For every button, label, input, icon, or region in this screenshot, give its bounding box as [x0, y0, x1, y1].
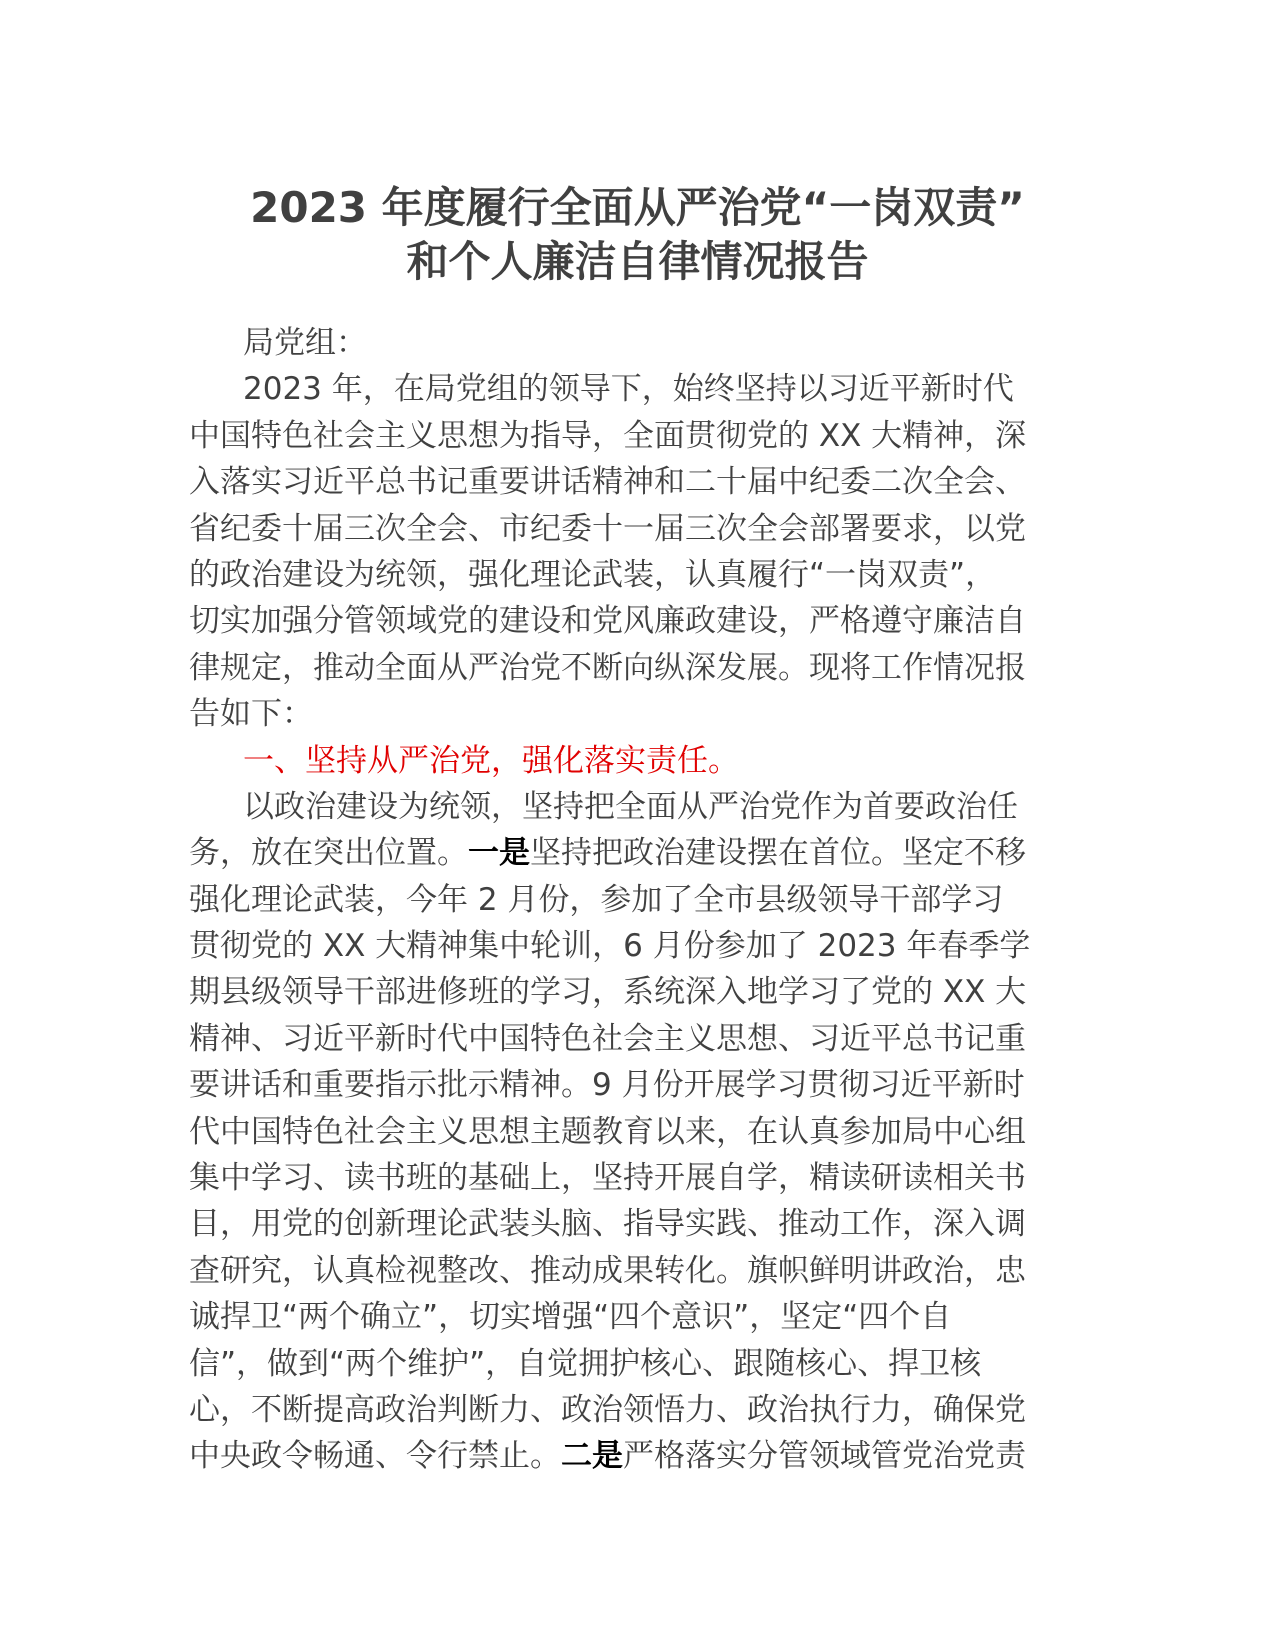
document-body [189, 320, 1089, 1480]
emphasis-label: 二是 [561, 1438, 623, 1475]
paragraph-line: 的政治建设为统领，强化理论武装，认真履行“一岗双责”， [189, 556, 997, 593]
section-heading: 一、坚持从严治党，强化落实责任。 [243, 742, 739, 779]
paragraph-line: 信”，做到“两个维护”，自觉拥护核心、跟随核心、捍卫核 [189, 1345, 982, 1382]
paragraph-line: 诚捍卫“两个确立”，切实增强“四个意识”，坚定“四个自 [189, 1299, 952, 1336]
paragraph-line: 律规定，推动全面从严治党不断向纵深发展。现将工作情况报 [189, 649, 1026, 686]
text-segment: 严格落实分管领域管党治党责 [623, 1438, 1026, 1475]
paragraph-line-with-emphasis [189, 830, 1089, 876]
paragraph-line: 强化理论武装，今年 2 月份，参加了全市县级领导干部学习 [189, 881, 1004, 918]
text-segment: 中央政令畅通、令行禁止。 [189, 1438, 561, 1475]
paragraph-line: 省纪委十届三次全会、市纪委十一届三次全会部署要求，以党 [189, 510, 1026, 547]
paragraph-line: 要讲话和重要指示批示精神。9 月份开展学习贯彻习近平新时 [189, 1067, 1025, 1104]
document-title-line-1: 2023 年度履行全面从严治党“一岗双责” [250, 183, 1025, 232]
paragraph-line: 集中学习、读书班的基础上，坚持开展自学，精读研读相关书 [189, 1160, 1026, 1197]
text-segment: 务，放在突出位置。 [189, 835, 468, 872]
paragraph-line: 中国特色社会主义思想为指导，全面贯彻党的 XX 大精神，深 [189, 417, 1027, 454]
paragraph-line: 入落实习近平总书记重要讲话精神和二十届中纪委二次全会、 [189, 464, 1026, 501]
text-segment: 坚持把政治建设摆在首位。坚定不移 [530, 835, 1026, 872]
paragraph-line: 精神、习近平新时代中国特色社会主义思想、习近平总书记重 [189, 1020, 1026, 1057]
paragraph-line: 代中国特色社会主义思想主题教育以来，在认真参加局中心组 [189, 1113, 1026, 1150]
paragraph-line: 贯彻党的 XX 大精神集中轮训，6 月份参加了 2023 年春季学 [189, 928, 1031, 965]
paragraph-line: 查研究，认真检视整改、推动成果转化。旗帜鲜明讲政治，忠 [189, 1252, 1026, 1289]
document-title-line-2: 和个人廉洁自律情况报告 [406, 237, 869, 286]
paragraph-line: 切实加强分管领域党的建设和党风廉政建设，严格遵守廉洁自 [189, 603, 1026, 640]
paragraph-line: 期县级领导干部进修班的学习，系统深入地学习了党的 XX 大 [189, 974, 1027, 1011]
salutation: 局党组： [243, 325, 367, 361]
paragraph-line: 告如下： [189, 696, 313, 733]
paragraph-line: 以政治建设为统领，坚持把全面从严治党作为首要政治任 [243, 788, 1018, 825]
paragraph-line-with-emphasis [189, 1433, 1089, 1479]
paragraph-line: 目，用党的创新理论武装头脑、指导实践、推动工作，深入调 [189, 1206, 1026, 1243]
paragraph-line: 心，不断提高政治判断力、政治领悟力、政治执行力，确保党 [189, 1391, 1026, 1428]
paragraph-line: 2023 年，在局党组的领导下，始终坚持以习近平新时代 [243, 371, 1014, 408]
emphasis-label: 一是 [468, 835, 530, 872]
